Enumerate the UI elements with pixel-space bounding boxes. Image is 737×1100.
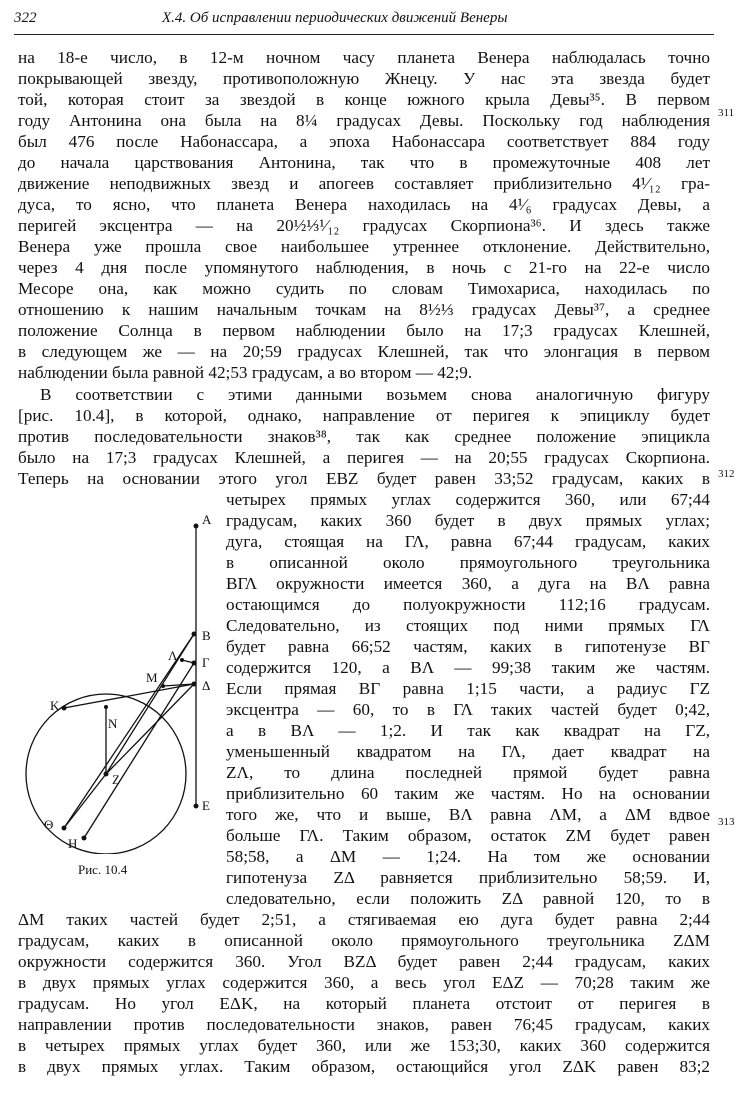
text-line: эксцентра — 60, то в ΓΛ таких частей будет 0;42, bbox=[226, 700, 710, 719]
label-K: K bbox=[50, 698, 60, 713]
text-line: положение Солнца в первом наблюдении было на 17;3 градусах Клешней, bbox=[18, 321, 710, 340]
label-B: B bbox=[202, 628, 211, 643]
text-line: был 476 после Набонассара, а эпоха Набонассара соответствует 884 году bbox=[18, 132, 710, 151]
label-Delta: Δ bbox=[202, 678, 211, 693]
text-line: той, которая стоит за звездой в конце южного крыла Девы³⁵. В первом bbox=[18, 90, 710, 109]
text-line: движение неподвижных звезд и апогеев составляет приблизительно 4¹⁄₁₂ гра- bbox=[18, 174, 710, 193]
text-line: в описанной около прямоугольного треугольника bbox=[226, 553, 710, 572]
paragraph-2-full bbox=[18, 384, 710, 489]
label-Lambda: Λ bbox=[168, 648, 178, 663]
text-line: Следовательно, из стоящих под ними прямых ΓΛ bbox=[226, 616, 710, 635]
text-line: того же, что и выше, BΛ равна ΛM, а ΔM вдвое bbox=[226, 805, 710, 824]
running-title: Х.4. Об исправлении периодических движений Венеры bbox=[162, 10, 508, 26]
text-line: будет равна 66;52 частям, каких в гипотенузе BΓ bbox=[226, 637, 710, 656]
figure-caption: Рис. 10.4 bbox=[78, 862, 128, 877]
paragraph-2-narrow bbox=[226, 489, 710, 909]
text-line: градусам, каких в описанной около прямоугольного треугольника ZΔM bbox=[18, 931, 710, 950]
text-line: 58;58, а ΔM — 1;24. На том же основании bbox=[226, 847, 710, 866]
label-N: N bbox=[108, 716, 118, 731]
text-line: в следующем же — на 20;59 градусах Клешней, так что элонгация в первом bbox=[18, 342, 710, 361]
text-line: гипотенуза ZΔ равняется приблизительно 58;59. И, bbox=[226, 868, 710, 887]
geometric-diagram bbox=[18, 514, 224, 854]
line-Z-Theta bbox=[64, 774, 106, 828]
label-Z: Z bbox=[112, 772, 120, 787]
page-number: 322 bbox=[14, 10, 37, 26]
margin-number: 313 bbox=[718, 816, 735, 828]
text-line: в двух прямых углах. Таким образом, остающийся угол ZΔK равен 83;2 bbox=[18, 1057, 710, 1076]
label-Gamma: Γ bbox=[202, 655, 210, 670]
line-B-Theta bbox=[64, 634, 194, 828]
label-H: H bbox=[68, 836, 78, 851]
text-line: Если прямая BΓ равна 1;15 части, а радиус ΓZ bbox=[226, 679, 710, 698]
text-line: в четырех прямых углах будет 360, или же 153;30, каких 360 содержится bbox=[18, 1036, 710, 1055]
label-Theta: Θ bbox=[44, 817, 54, 832]
text-line: градусам, каких 360 будет в двух прямых углах; bbox=[226, 511, 710, 530]
line-ZB bbox=[106, 634, 194, 774]
label-E: E bbox=[202, 798, 210, 813]
text-line: четырех прямых углах содержится 360, или 67;44 bbox=[226, 490, 710, 509]
line-Gamma-H bbox=[84, 663, 194, 838]
text-line: больше ΓΛ. Таким образом, остаток ZM будет равен bbox=[226, 826, 710, 845]
label-A: A bbox=[202, 514, 212, 527]
text-line: ZΛ, то длина последней прямой будет равна bbox=[226, 763, 710, 782]
text-line: дуга, стоящая на ΓΛ, равна 67;44 градусам, каких bbox=[226, 532, 710, 551]
text-line: отношению к нашим начальным точкам на 8½⅓ градусах Девы³⁷, а среднее bbox=[18, 300, 710, 319]
text-line: было на 17;3 градусах Клешней, а перигея — на 20;55 градусах Скорпиона. bbox=[18, 448, 710, 467]
text-line: направлении против последовательности знаков, равен 76;45 градусам, каких bbox=[18, 1015, 710, 1034]
text-line: против последовательности знаков³⁸, так как среднее положение эпицикла bbox=[18, 427, 710, 446]
text-line: градусам. Но угол EΔK, на который планета отстоит от перигея в bbox=[18, 994, 710, 1013]
text-line: а в BΛ — 1;2. И так как квадрат на ΓZ, bbox=[226, 721, 710, 740]
figure-10-4 bbox=[18, 514, 224, 884]
paragraph-2-end bbox=[18, 909, 710, 1077]
text-line: Венера уже прошла свое наибольшее утреннее отклонение. Действительно, bbox=[18, 237, 710, 256]
text-line: В соответствии с этими данными возьмем снова аналогичную фигуру bbox=[40, 385, 710, 404]
text-line: BΓΛ окружности имеется 360, а дуга на BΛ равна bbox=[226, 574, 710, 593]
text-line: [рис. 10.4], в которой, однако, направление от перигея к эпициклу будет bbox=[18, 406, 710, 425]
text-line: Теперь на основании этого угол EBZ будет равен 33;52 градусам, каких в bbox=[18, 469, 710, 488]
text-line: до начала царствования Антонина, так что в промежуточные 408 лет bbox=[18, 153, 710, 172]
text-line: содержится 120, а BΛ — 99;38 таким же частям. bbox=[226, 658, 710, 677]
label-M: M bbox=[146, 670, 158, 685]
text-line: Месоре она, как можно судить по словам Тимохариса, находилась по bbox=[18, 279, 710, 298]
text-line: перигей эксцентра — на 20½⅓¹⁄₁₂ градусах Скорпиона³⁶. И здесь также bbox=[18, 216, 710, 235]
text-line: следовательно, если положить ZΔ равной 120, то в bbox=[226, 889, 710, 908]
text-line: в двух прямых углах содержится 360, а весь угол EΔZ — 70;28 таким же bbox=[18, 973, 710, 992]
margin-number: 311 bbox=[718, 107, 735, 119]
text-line: через 4 дня после упомянутого наблюдения, в ночь с 21-го на 22-е число bbox=[18, 258, 710, 277]
text-line: на 18-е число, в 12-м ночном часу планета Венера наблюдалась точно bbox=[18, 48, 710, 67]
margin-number: 312 bbox=[718, 468, 735, 480]
running-header bbox=[14, 6, 714, 35]
text-line: году Антонина она была на 8¼ градусах Девы. Поскольку год наблюдения bbox=[18, 111, 710, 130]
text-line: покрывающей звезду, противоположную Жнецу. У нас эта звезда будет bbox=[18, 69, 710, 88]
text-line: уменьшенный квадратом на ΓΛ, дает квадрат на bbox=[226, 742, 710, 761]
paragraph-1 bbox=[18, 47, 710, 383]
text-line: ΔM таких частей будет 2;51, а стягиваемая ею дуга будет равна 2;44 bbox=[18, 910, 710, 929]
text-line: окружности содержится 360. Угол BZΔ будет равен 2;44 градусам, каких bbox=[18, 952, 710, 971]
text-line: дуса, то ясно, что планета Венера находилась на 4¹⁄₆ градусах Девы, а bbox=[18, 195, 710, 214]
text-line: остающимся до полуокружности 112;16 градусам. bbox=[226, 595, 710, 614]
text-line: приблизительно 60 таким же частям. Но на основании bbox=[226, 784, 710, 803]
text-line: наблюдении была равной 42;53 градусам, а во втором — 42;9. bbox=[18, 363, 473, 382]
